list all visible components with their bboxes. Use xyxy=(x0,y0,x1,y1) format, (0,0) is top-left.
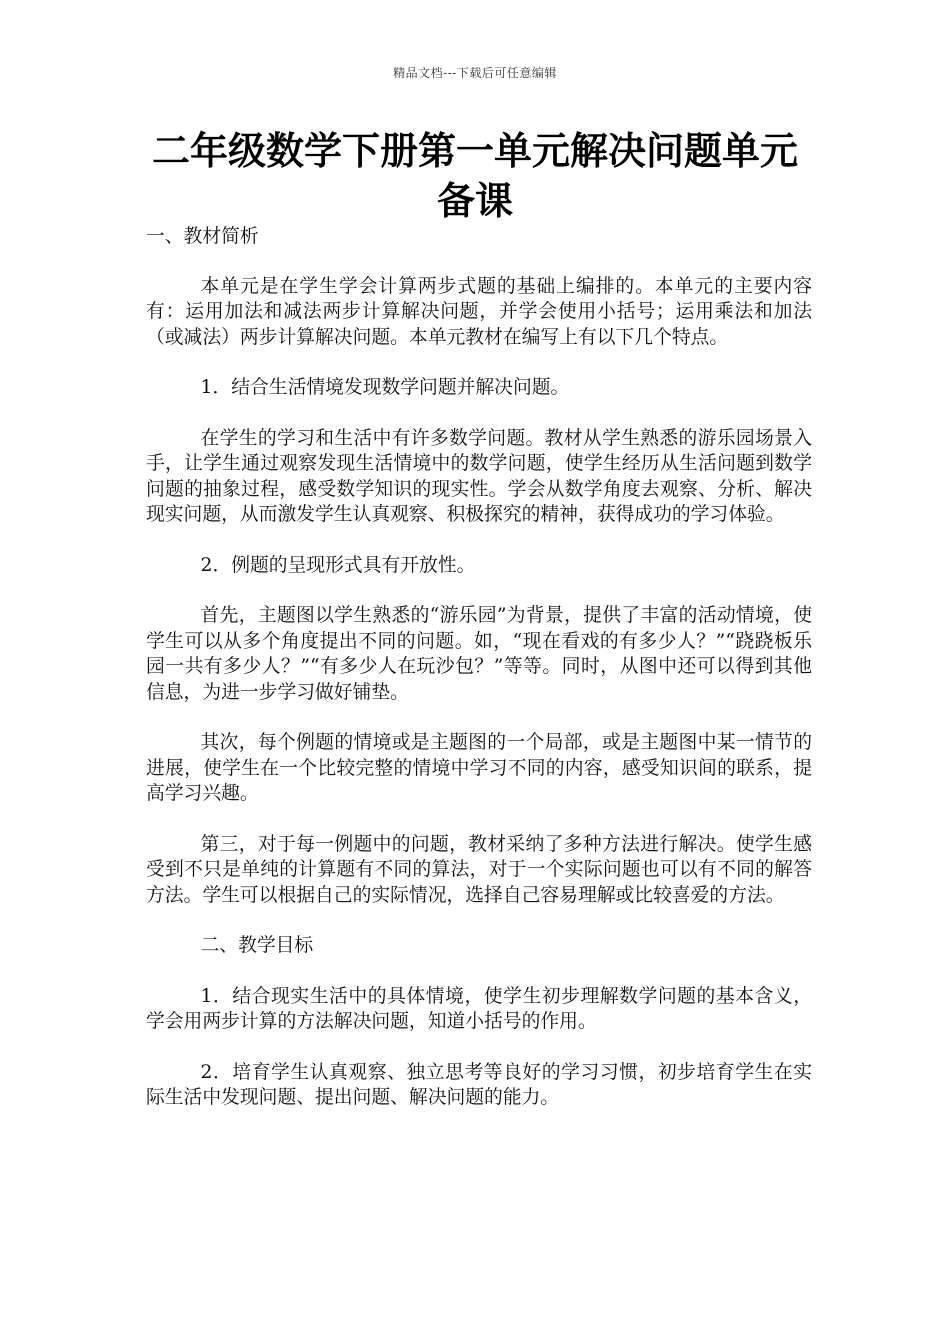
goal-1: 1．结合现实生活中的具体情境，使学生初步理解数学问题的基本含义，学会用两步计算的方法解决问题，知道小括号的作用。 xyxy=(146,985,812,1032)
paragraph-second: 其次，每个例题的情境或是主题图的一个局部，或是主题图中某一情节的进展，使学生在一个比较完整的情境中学习不同的内容，感受知识间的联系，提高学习兴趣。 xyxy=(146,732,812,804)
paragraph-first: 首先，主题图以学生熟悉的“游乐园”为背景，提供了丰富的活动情境，使学生可以从多个角度提出不同的问题。如，“现在看戏的有多少人？”“跷跷板乐园一共有多少人？”“有多少人在玩沙包？”等等。同时，从图中还可以得到其他信息，为进一步学习做好铺垫。 xyxy=(146,605,812,703)
header-note: 精品文档---下载后可任意编辑 xyxy=(393,66,557,80)
paragraph-third: 第三，对于每一例题中的问题，教材采纳了多种方法进行解决。使学生感受到不只是单纯的计算题有不同的算法，对于一个实际问题也可以有不同的解答方法。学生可以根据自己的实际情况，选择自己容易理解或比较喜爱的方法。 xyxy=(146,833,812,906)
goal-2: 2．培育学生认真观察、独立思考等良好的学习习惯，初步培育学生在实际生活中发现问题、提出问题、解决问题的能力。 xyxy=(146,1061,812,1108)
feature-heading-1: 1．结合生活情境发现数学问题并解决问题。 xyxy=(200,377,570,398)
section-heading-1: 一、教材简析 xyxy=(146,226,259,247)
paragraph-feature-1: 在学生的学习和生活中有许多数学问题。教材从学生熟悉的游乐园场景入手，让学生通过观察发现生活情境中的数学问题，使学生经历从生活问题到数学问题的抽象过程，感受数学知识的现实性。学会从数学角度去观察、分析、解决现实问题，从而激发学生认真观察、积极探究的精神，获得成功的学习体验。 xyxy=(146,427,812,525)
paragraph-intro: 本单元是在学生学会计算两步式题的基础上编排的。本单元的主要内容有：运用加法和减法两步计算解决问题，并学会使用小括号；运用乘法和加法（或减法）两步计算解决问题。本单元教材在编写上有以下几个特点。 xyxy=(146,275,812,348)
document-title xyxy=(140,126,810,226)
document-body xyxy=(146,224,812,1136)
title-line-1: 二年级数学下册第一单元解决问题单元 xyxy=(151,128,798,173)
section-heading-2: 二、教学目标 xyxy=(200,935,314,956)
feature-heading-2: 2．例题的呈现形式具有开放性。 xyxy=(200,554,476,576)
title-line-2: 备课 xyxy=(436,178,513,223)
